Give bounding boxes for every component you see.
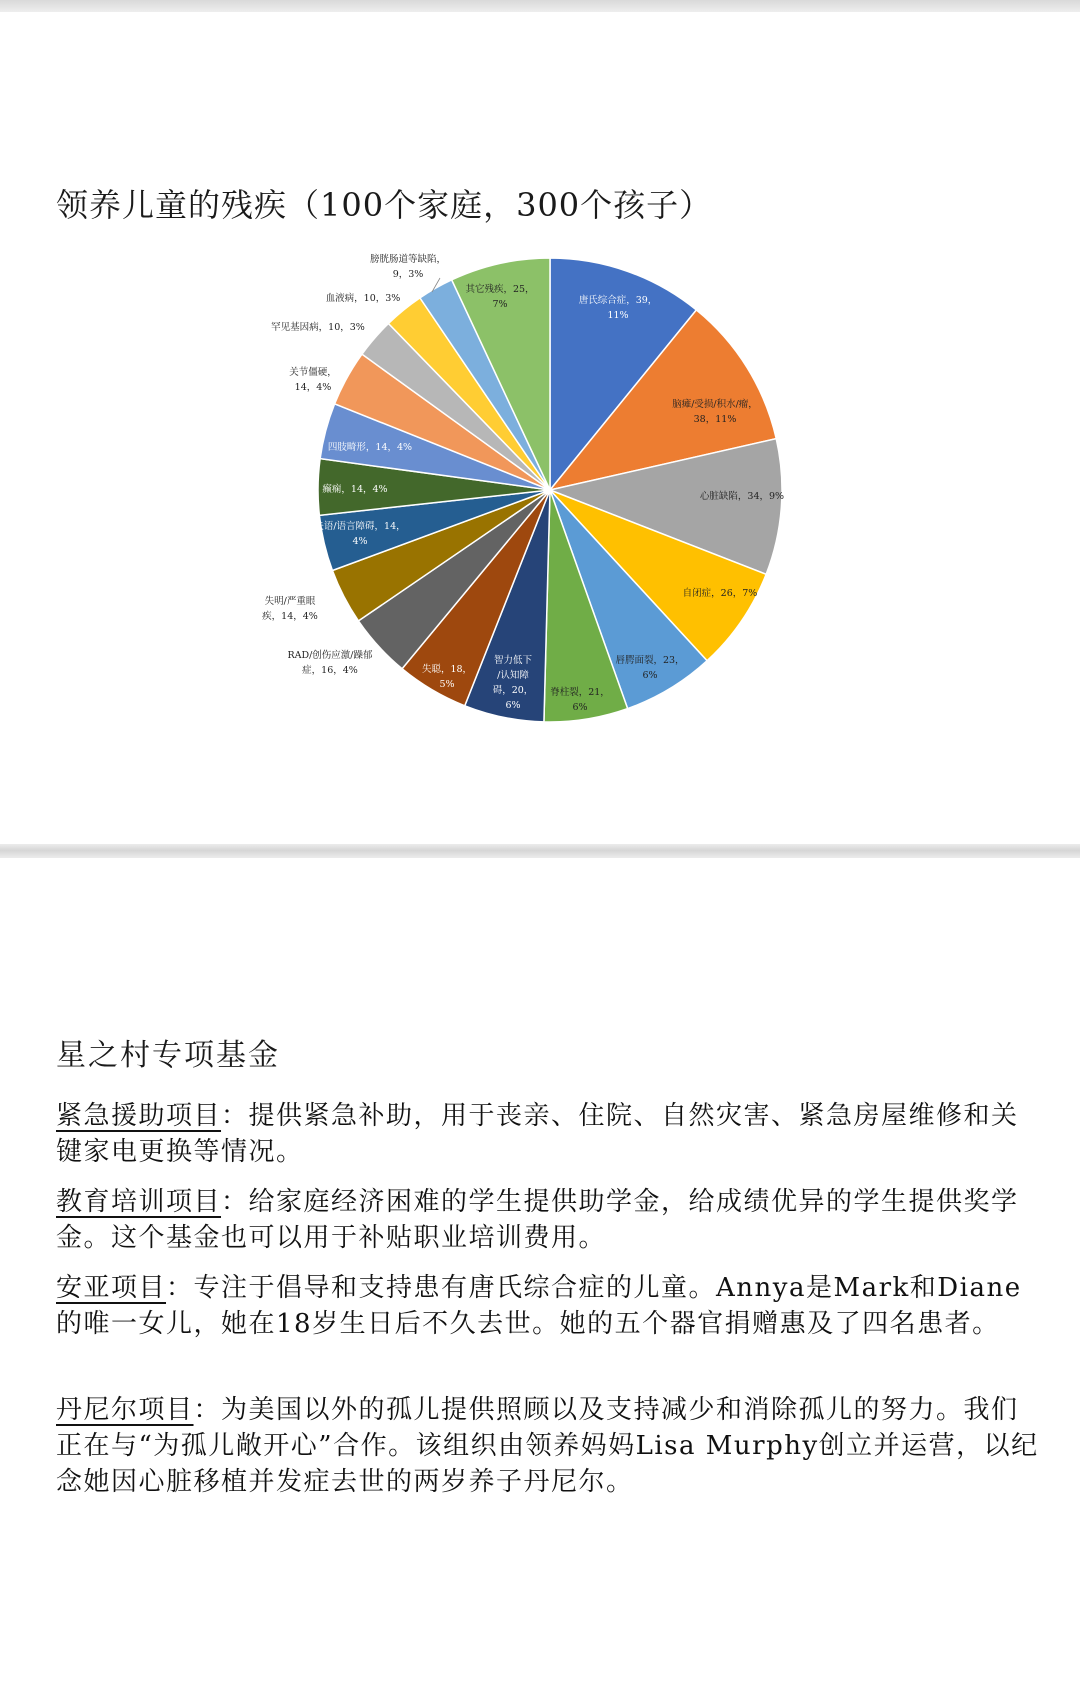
pie-data-label (271, 321, 365, 333)
pie-data-label (683, 587, 758, 599)
pie-data-label-line: 9，3% (392, 269, 424, 280)
pie-data-label-line: 罕见基因病，10，3% (271, 322, 365, 333)
fund-item-heading: 丹尼尔项目 (56, 1395, 194, 1425)
pie-data-label (328, 441, 412, 453)
pie-data-label-line: 唇腭面裂，23， (615, 655, 685, 666)
fund-title: 星之村专项基金 (56, 1038, 280, 1073)
pie-data-label-line: 关节僵硬， (289, 367, 337, 378)
pie-data-label-line: 38，11% (693, 414, 737, 425)
pie-data-label-line: 4% (352, 536, 368, 547)
pie-data-label-line: 脑瘫/受损/积水/瘤， (672, 399, 758, 410)
pie-data-label (287, 649, 373, 676)
pie-data-label-line: 智力低下 (493, 655, 533, 666)
chart-slide (0, 12, 1080, 844)
pie-data-label-line: 失明/严重眼 (264, 596, 316, 607)
pie-data-label-line: 6% (505, 700, 521, 711)
pie-data-label-line: 膀胱肠道等缺陷， (369, 254, 447, 265)
pie-data-label-line: 14，4% (294, 382, 332, 393)
pie-data-label (289, 366, 337, 393)
page-top-shade (0, 0, 1080, 12)
pie-data-label-line: 7% (492, 299, 508, 310)
pie-data-label (262, 595, 318, 622)
fund-item-heading: 教育培训项目 (56, 1187, 222, 1217)
pie-data-label-line: 血液病，10，3% (325, 293, 401, 304)
pie-data-label-line: 6% (642, 670, 658, 681)
pie-data-label-line: /认知障 (497, 670, 529, 681)
pie-data-label-line: 四肢畸形，14，4% (327, 442, 413, 453)
pie-data-label-line: 心脏缺陷，34，9% (699, 491, 785, 502)
fund-item-text: 给家庭经济困难的学生提供助学金，给成绩优异的学生提供奖学金。这个基金也可以用于补贴职业培训费用。 (56, 1187, 1019, 1253)
fund-item-text: 专注于倡导和支持患有唐氏综合症的儿童。Annya是Mark和Diane的唯一女儿，她在18岁生日后不久去世。她的五个器官捐赠惠及了四名患者。 (56, 1273, 1022, 1339)
pie-data-label-line: 碍，20， (492, 685, 534, 696)
fund-item-annya (56, 1270, 1046, 1342)
pie-data-label-line: 6% (572, 702, 588, 713)
fund-item-separator: ： (221, 1187, 249, 1217)
fund-slide (0, 858, 1080, 1689)
pie-chart (0, 12, 1080, 844)
slide-divider (0, 844, 1080, 858)
pie-data-label (700, 490, 784, 502)
pie-data-label-line: 癫痫，14，4% (322, 484, 388, 495)
pie-data-label-line: 11% (607, 310, 629, 321)
fund-item-text: 为美国以外的孤儿提供照顾以及支持减少和消除孤儿的努力。我们正在与“为孤儿敞开心”合作。该组织由领养妈妈Lisa Murphy创立并运营，以纪念她因心脏移植并发症去世的两岁养子丹尼尔。 (56, 1395, 1039, 1497)
fund-item-education (56, 1184, 1046, 1256)
pie-data-label (322, 483, 387, 495)
pie-data-label-line: 唐氏综合症，39， (578, 295, 658, 306)
chart-title: 领养儿童的残疾（100个家庭，300个孩子） (56, 186, 713, 224)
pie-data-label-line: 疾，14，4% (262, 611, 318, 622)
pie-data-label-line: 其它残疾，25， (465, 284, 535, 295)
pie-data-label-line: 失聪，18， (421, 664, 473, 675)
fund-item-daniel (56, 1392, 1046, 1500)
pie-data-label-line: 脊柱裂，21， (550, 687, 610, 698)
pie-data-label (370, 253, 446, 280)
fund-item-heading: 安亚项目 (56, 1273, 167, 1303)
fund-item-emergency (56, 1098, 1046, 1170)
pie-data-label-line: RAD/创伤应激/躁郁 (287, 650, 373, 661)
fund-item-separator: ： (193, 1395, 222, 1425)
fund-item-separator: ： (221, 1101, 249, 1131)
pie-data-label-line: 5% (439, 679, 455, 690)
pie-data-label-line: 自闭症，26，7% (682, 588, 758, 599)
fund-item-text: 提供紧急补助，用于丧亲、住院、自然灾害、紧急房屋维修和关键家电更换等情况。 (56, 1101, 1019, 1167)
pie-data-label (326, 292, 401, 304)
pie-data-label-line: 症，16，4% (302, 665, 358, 676)
fund-item-heading: 紧急援助项目 (56, 1101, 222, 1131)
pie-data-label-line: 失语/语言障碍，14， (314, 521, 406, 532)
fund-item-separator: ： (166, 1273, 194, 1303)
